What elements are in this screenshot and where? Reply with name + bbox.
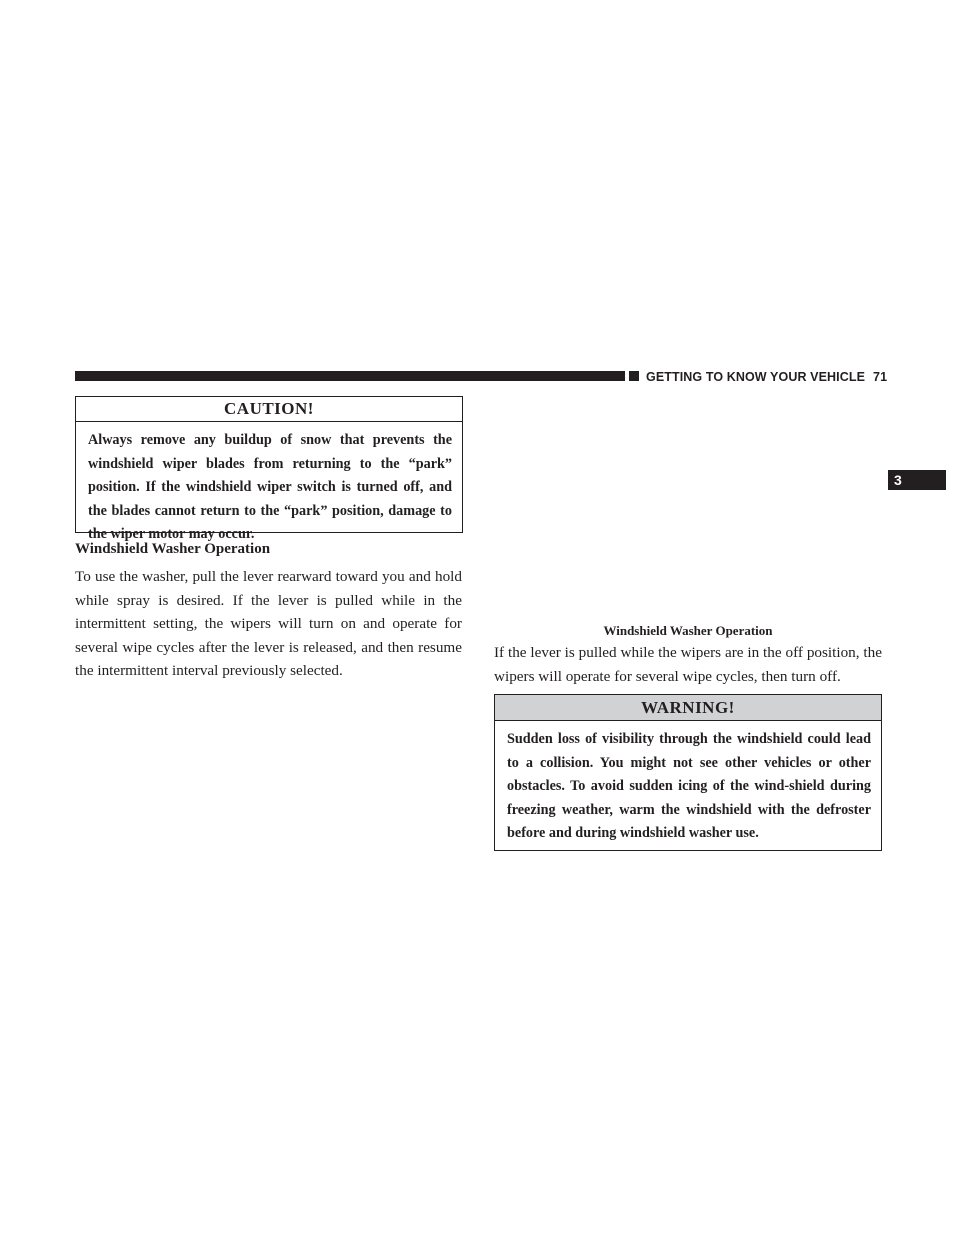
section-title: GETTING TO KNOW YOUR VEHICLE <box>646 370 866 384</box>
header-rule <box>75 371 625 381</box>
header-square <box>629 371 639 381</box>
section-heading: Windshield Washer Operation <box>75 541 271 557</box>
caution-title: CAUTION! <box>76 397 462 422</box>
caution-text: Always remove any buildup of snow that prevents the windshield wiper blades from returning to the “park” position. If the windshield wiper switch is turned off, and the blades cannot return to the “park” position, damage to the wiper motor may occur. <box>88 432 452 542</box>
caution-box <box>75 396 463 542</box>
figure-image <box>494 396 882 616</box>
page-number: 71 <box>873 370 888 384</box>
warning-box <box>494 694 882 851</box>
chapter-tab[interactable]: 3 <box>888 470 946 490</box>
figure-caption: Windshield Washer Operation <box>603 623 773 638</box>
warning-title: WARNING! <box>495 695 881 721</box>
off-position-paragraph: If the lever is pulled while the wipers are in the off position, the wipers will operate for several wipe cycles, then turn off. <box>494 644 882 685</box>
washer-paragraph: To use the washer, pull the lever rearward toward you and hold while spray is desired. If the lever is pulled while in the intermittent setting, the wipers will turn on and operate for several wipe cycles after the lever is released, and then resume the intermittent interval previously selected. <box>75 568 462 679</box>
running-header <box>646 370 887 384</box>
warning-text: Sudden loss of visibility through the windshield could lead to a collision. You might not see other vehicles or other obstacles. To avoid sudden icing of the wind-shield during freezing weather, warm the windshield with the defroster before and during windshield washer use. <box>507 731 871 841</box>
